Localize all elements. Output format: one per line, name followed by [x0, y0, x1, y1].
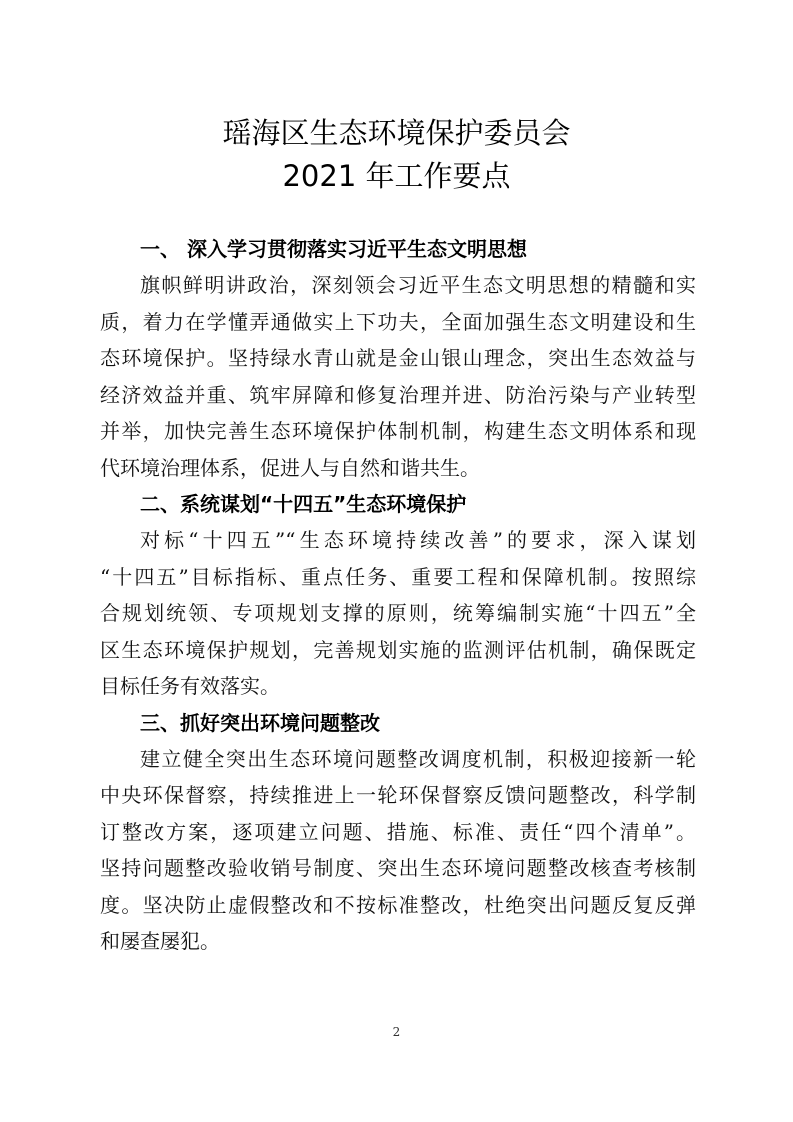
- document-title-line-1: 瑶海区生态环境保护委员会: [222, 116, 571, 150]
- document-title-line-2: 2021 年工作要点: [282, 159, 511, 193]
- paragraph-line: 合规划统领、专项规划支撑的原则，统筹编制实施“十四五”全: [100, 601, 696, 625]
- section-2-heading: 二、系统谋划“十四五”生态环境保护: [140, 492, 467, 516]
- section-3-paragraph: [100, 741, 696, 960]
- paragraph-line: 代环境治理体系，促进人与自然和谐共生。: [100, 455, 480, 480]
- section-3-heading: 三、抓好突出环境问题整改: [140, 710, 380, 735]
- paragraph-line: 经济效益并重、筑牢屏障和修复治理并进、防治污染与产业转型: [100, 382, 696, 407]
- paragraph-line: 订整改方案，逐项建立问题、措施、标准、责任“四个清单”。: [100, 819, 696, 844]
- section-1: [100, 231, 696, 486]
- paragraph-line: 旗帜鲜明讲政治，深刻领会习近平生态文明思想的精髓和实: [140, 273, 696, 297]
- section-1-heading: 一、 深入学习贯彻落实习近平生态文明思想: [140, 237, 527, 261]
- paragraph-line: 中央环保督察，持续推进上一轮环保督察反馈问题整改，科学制: [100, 783, 696, 807]
- paragraph-line: 区生态环境保护规划，完善规划实施的监测评估机制，确保既定: [100, 637, 696, 662]
- paragraph-line: 并举，加快完善生态环境保护体制机制，构建生态文明体系和现: [100, 419, 696, 443]
- section-2-paragraph: [100, 522, 696, 705]
- paragraph-line: 对标“十四五”“生态环境持续改善”的要求，深入谋划: [140, 528, 696, 552]
- page-number: 2: [392, 1025, 401, 1039]
- paragraph-line: 目标任务有效落实。: [100, 674, 280, 698]
- paragraph-line: 坚持问题整改验收销号制度、突出生态环境问题整改核查考核制: [100, 856, 696, 880]
- section-2: [100, 486, 696, 705]
- section-1-paragraph: [100, 267, 696, 486]
- paragraph-line: 质，着力在学懂弄通做实上下功夫，全面加强生态文明建设和生: [100, 309, 696, 334]
- paragraph-line: 态环境保护。坚持绿水青山就是金山银山理念，突出生态效益与: [100, 346, 696, 370]
- section-3: [100, 705, 696, 960]
- paragraph-line: 和屡查屡犯。: [100, 929, 220, 953]
- document-body: [100, 231, 696, 960]
- paragraph-line: “十四五”目标指标、重点任务、重要工程和保障机制。按照综: [100, 564, 696, 589]
- paragraph-line: 度。坚决防止虚假整改和不按标准整改，杜绝突出问题反复反弹: [100, 892, 696, 917]
- paragraph-line: 建立健全突出生态环境问题整改调度机制，积极迎接新一轮: [140, 746, 696, 771]
